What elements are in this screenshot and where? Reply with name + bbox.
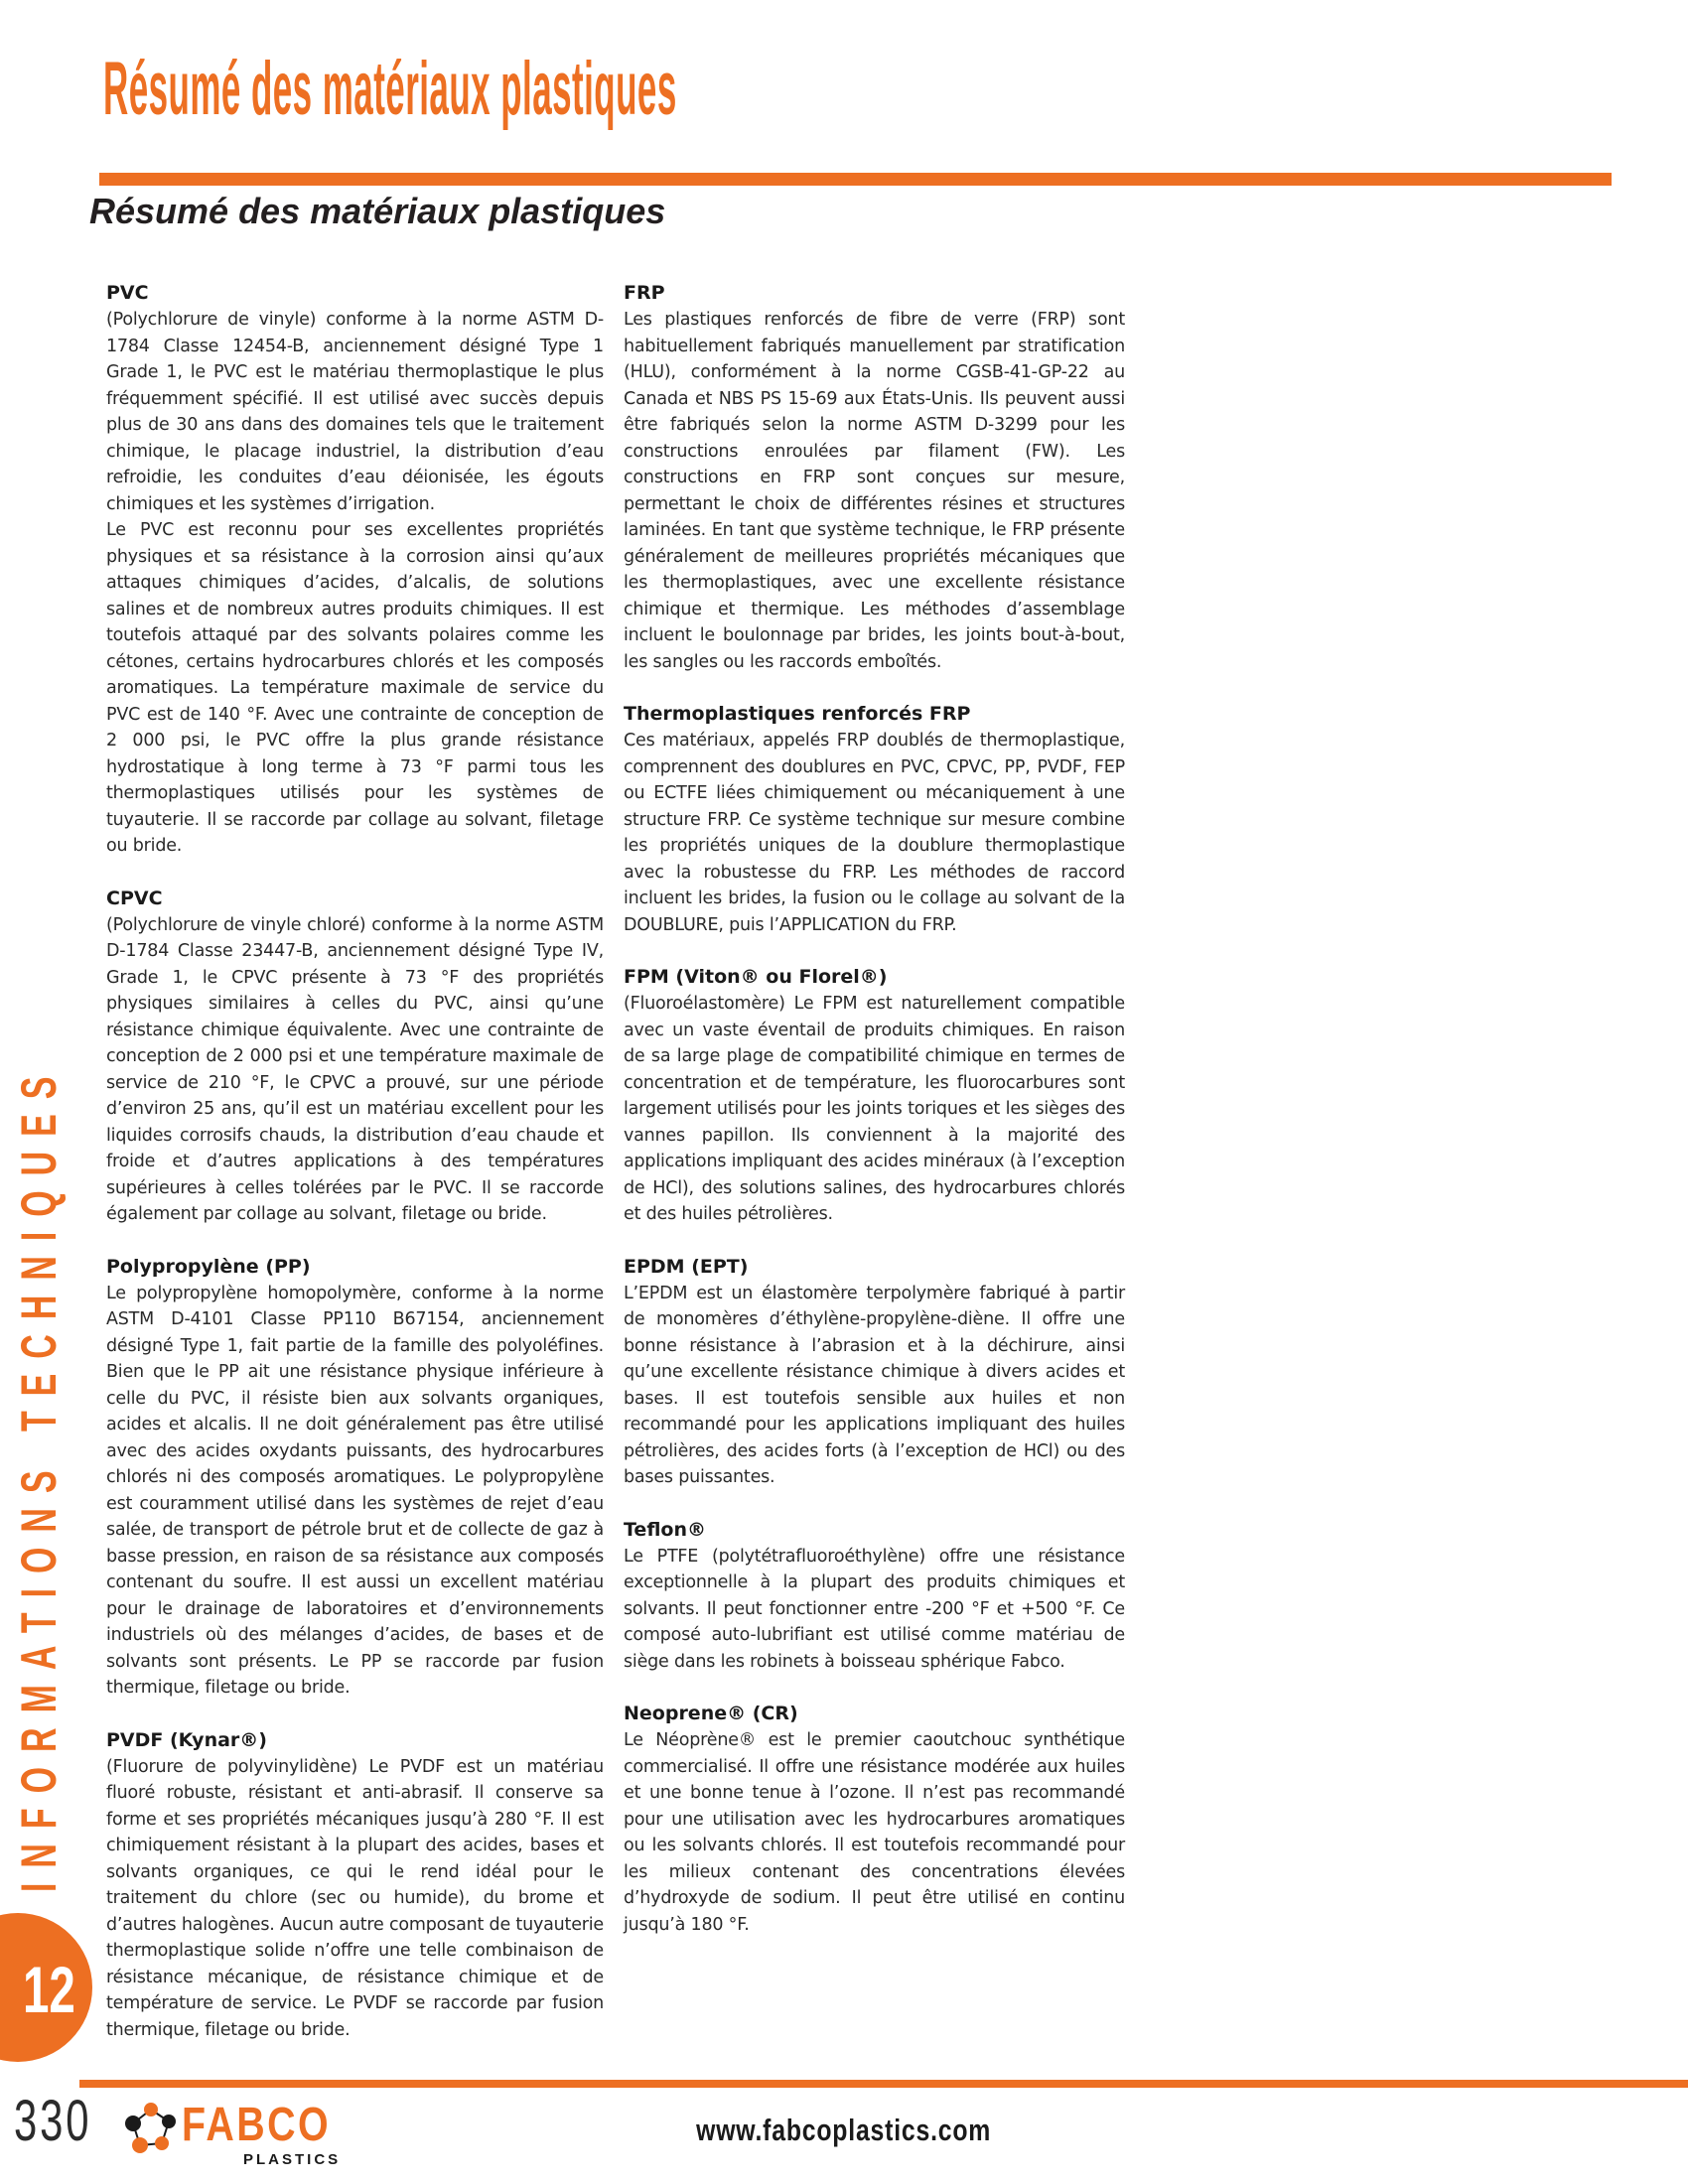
section-pp [106,1254,604,1702]
material-paragraph: (Fluoroélastomère) Le FPM est naturellement compatible avec un vaste éventail de produits chimiques. En raison de sa large plage de compatibilité chimique en termes de concentration et de température, les fluorocarbures sont largement utilisés pour les joints toriques et les sièges des vannes papillon. Ils conviennent à la majorité des applications impliquant des acides minéraux (à l’exception de HCl), des solutions salines, des hydrocarbures chlorés et des huiles pétrolières. [624,994,1125,1224]
material-paragraph: (Polychlorure de vinyle chloré) conforme à la norme ASTM D-1784 Classe 23447-B, anciennement désigné Type IV, Grade 1, le CPVC présente à 73 °F des propriétés physiques similaires à celles du PVC, ainsi qu’une résistance chimique équivalente. Avec une contrainte de conception de 2 000 psi et une température maximale de service de 210 °F, le CPVC a prouvé, sur une période d’environ 25 ans, qu’il est un matériau excellent pour les liquides corrosifs chauds, la distribution d’eau chaude et froide et d’autres applications à des températures supérieures à celles tolérées par le PVC. Il se raccorde également par collage au solvant, filetage ou bride. [106,914,604,1224]
website-url: www.fabcoplastics.com [696,2113,992,2147]
section-frp-thermoplastiques [624,701,1125,938]
section-pvdf [106,1727,604,2044]
material-heading: PVDF (Kynar®) [106,1728,267,1751]
material-paragraph: L’EPDM est un élastomère terpolymère fabriqué à partir de monomères d’éthylène-propylène-diène. Il offre une bonne résistance à l’abrasion et à la déchirure, ainsi qu’une excellente résistance chimique à divers acides et bases. Il est toutefois sensible aux huiles et non recommandé pour les applications impliquant des huiles pétrolières, des acides forts (à l’exception de HCl) ou des bases puissantes. [624,1283,1125,1487]
section-fpm [624,964,1125,1228]
section-teflon [624,1517,1125,1676]
section-neoprene [624,1701,1125,1938]
section-epdm [624,1254,1125,1491]
material-paragraph: Le PTFE (polytétrafluoroéthylène) offre une résistance exceptionnelle à la plupart des produits chimiques et solvants. Il peut fonctionner entre -200 °F et +500 °F. Ce composé auto-lubrifiant est utilisé comme matériau de siège dans les robinets à boisseau sphérique Fabco. [624,1546,1125,1672]
material-paragraph: Le PVC est reconnu pour ses excellentes propriétés physiques et sa résistance à la corrosion ainsi qu’aux attaques chimiques d’acides, d’alcalis, de solutions salines et de nombreux autres produits chimiques. Il est toutefois attaqué par des solvants polaires comme les cétones, certains hydrocarbures chlorés et les composés aromatiques. La température maximale de service du PVC est de 140 °F. Avec une contrainte de conception de 2 000 psi, le PVC offre la plus grande résistance hydrostatique à long terme à 73 °F parmi tous les thermoplastiques utilisés pour les systèmes de tuyauterie. Il se raccorde par collage au solvant, filetage ou bride. [106,520,604,856]
material-heading: Neoprene® (CR) [624,1703,798,1724]
title-rule [99,173,1612,186]
section-frp [624,280,1125,675]
footer-rule [79,2080,1688,2088]
material-heading: FPM (Viton® ou Florel®) [624,966,888,988]
right-column [624,280,1125,1938]
material-paragraph: Le Néoprène® est le premier caoutchouc synthétique commercialisé. Il offre une résistance modérée aux huiles et une bonne tenue à l’ozone. Il n’est pas recommandé pour une utilisation avec les hydrocarbures aromatiques ou les solvants chlorés. Il est toutefois recommandé pour les milieux contenant des concentrations élevées d’hydroxyde de sodium. Il peut être utilisé en continu jusqu’à 180 °F. [624,1730,1125,1935]
chapter-number: 12 [23,1953,75,2026]
footer-url-wrap [0,2115,1688,2145]
fabco-logo-subtext: PLASTICS [243,2151,342,2168]
material-paragraph: Le polypropylène homopolymère, conforme à la norme ASTM D-4101 Classe PP110 B67154, anciennement désigné Type 1, fait partie de la famille des polyoléfines. Bien que le PP ait une résistance physique inférieure à celle du PVC, il résiste bien aux solvants organiques, acides et alcalis. Il ne doit généralement pas être utilisé avec des acides oxydants puissants, des hydrocarbures chlorés ni des composés aromatiques. Le polypropylène est couramment utilisé dans les systèmes de rejet d’eau salée, de transport de pétrole brut et de collecte de gaz à basse pression, en raison de sa résistance aux composés contenant du soufre. Il est aussi un excellent matériau pour le drainage de laboratoires et d’environnements industriels où des mélanges d’acides, de bases et de solvants sont présents. Le PP se raccorde par fusion thermique, filetage ou bride. [106,1283,604,1698]
sidebar-chapter-label: INFORMATIONS TECHNIQUES [11,1061,67,1892]
fabco-logo-wordmark: FABCO [182,2099,332,2151]
material-heading: PVC [106,282,149,304]
material-heading: Polypropylène (PP) [106,1255,311,1278]
material-heading: CPVC [106,887,163,909]
material-heading: Teflon® [624,1518,706,1541]
material-heading: EPDM (EPT) [624,1255,749,1278]
left-column [106,280,604,2043]
chapter-number-badge [0,1913,92,2062]
section-cpvc [106,886,604,1228]
material-paragraph: (Polychlorure de vinyle) conforme à la norme ASTM D-1784 Classe 12454-B, anciennement désigné Type 1 Grade 1, le PVC est le matériau thermoplastique le plus fréquemment spécifié. Il est utilisé avec succès depuis plus de 30 ans dans des domaines tels que le traitement chimique, le placage industriel, la distribution d’eau refroidie, les conduites d’eau déionisée, les égouts chimiques et les systèmes d’irrigation. [106,310,604,514]
material-paragraph: Ces matériaux, appelés FRP doublés de thermoplastique, comprennent des doublures en PVC, CPVC, PP, PVDF, FEP ou ECTFE liées chimiquement ou mécaniquement à une structure FRP. Ce système technique sur mesure combine les propriétés uniques de la doublure thermoplastique avec la robustesse du FRP. Les méthodes de raccord incluent les brides, la fusion ou le collage au solvant de la DOUBLURE, puis l’APPLICATION du FRP. [624,731,1125,935]
section-pvc [106,280,604,860]
section-subtitle: Résumé des matériaux plastiques [89,191,666,231]
page-number: 330 [14,2089,92,2153]
material-paragraph: (Fluorure de polyvinylidène) Le PVDF est un matériau fluoré robuste, résistant et anti-abrasif. Il conserve sa forme et ses propriétés mécaniques jusqu’à 280 °F. Il est chimiquement résistant à la plupart des acides, bases et solvants organiques, ce qui le rend idéal pour le traitement du chlore (sec ou humide), du brome et d’autres halogènes. Aucun autre composant de tuyauterie thermoplastique solide n’offre une telle combinaison de résistance mécanique, de résistance chimique et de température de service. Le PVDF se raccorde par fusion thermique, filetage ou bride. [106,1756,604,2040]
material-heading: FRP [624,282,665,304]
material-paragraph: Les plastiques renforcés de fibre de verre (FRP) sont habituellement fabriqués manuellement par stratification (HLU), conformément à la norme CGSB-41-GP-22 au Canada et NBS PS 15-69 aux États-Unis. Ils peuvent aussi être fabriqués selon la norme ASTM D-3299 pour les constructions enroulées par filament (FW). Les constructions en FRP sont conçues sur mesure, permettant le choix de différentes résines et structures laminées. En tant que système technique, le FRP présente généralement de meilleures propriétés mécaniques que les thermoplastiques, avec une excellente résistance chimique et thermique. Les méthodes d’assemblage incluent le boulonnage par brides, les joints bout-à-bout, les sangles ou les raccords emboîtés. [624,310,1125,672]
page-title: Résumé des matériaux plastiques [103,47,677,131]
material-heading: Thermoplastiques renforcés FRP [624,703,971,725]
